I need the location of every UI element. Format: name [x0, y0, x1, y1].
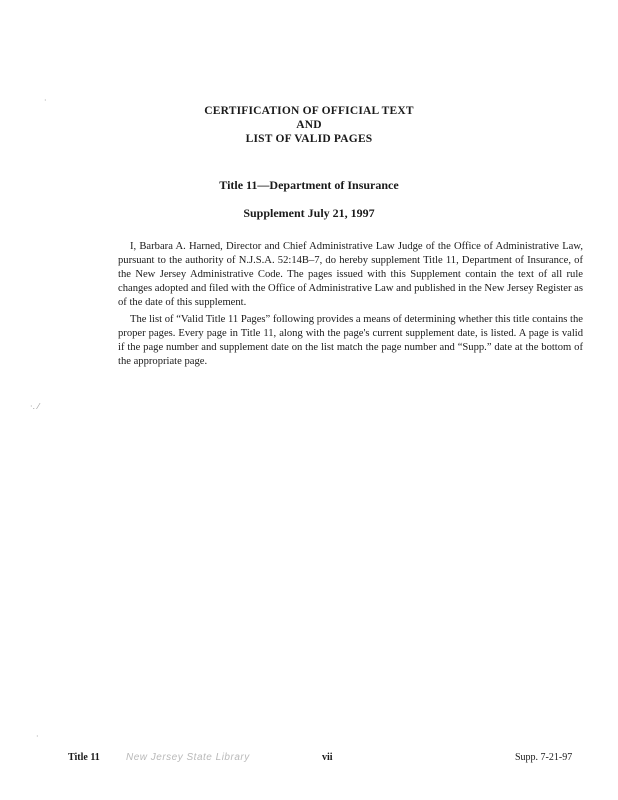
scan-speck: · [44, 96, 47, 105]
valid-pages-paragraph: The list of “Valid Title 11 Pages” following provides a means of determining whether this title contains the proper pages. Every page in Title 11, along with the page's current supplement date, is listed. A page is valid if the page number and supplement date on the list match the page number and “Supp.” date at the bottom of the appropriate page. [118, 314, 583, 367]
certification-paragraph: I, Barbara A. Harned, Director and Chief Administrative Law Judge of the Office of Administrative Law, pursuant to the authority of N.J.S.A. 52:14B–7, do hereby supplement Title 11, Department of Insurance, of the New Jersey Administrative Code. The pages issued with this Supplement contain the text of all rule changes adopted and filed with the Office of Administrative Law and published in the New Jersey Register as of the date of this supplement. [118, 241, 583, 308]
heading-line-2: AND [296, 119, 322, 131]
page-number: vii [322, 752, 333, 763]
certification-heading [0, 104, 618, 146]
heading-line-3: LIST OF VALID PAGES [245, 133, 373, 145]
footer-title: Title 11 [68, 752, 100, 763]
title-heading: Title 11—Department of Insurance [219, 178, 399, 192]
library-watermark: New Jersey State Library [126, 752, 250, 763]
footer-supplement-date: Supp. 7-21-97 [515, 752, 573, 763]
heading-line-1: CERTIFICATION OF OFFICIAL TEXT [204, 105, 414, 117]
supplement-date-heading: Supplement July 21, 1997 [243, 206, 375, 220]
scan-speck: · [36, 732, 39, 741]
scan-speck: ·. ⁄ [30, 402, 39, 411]
